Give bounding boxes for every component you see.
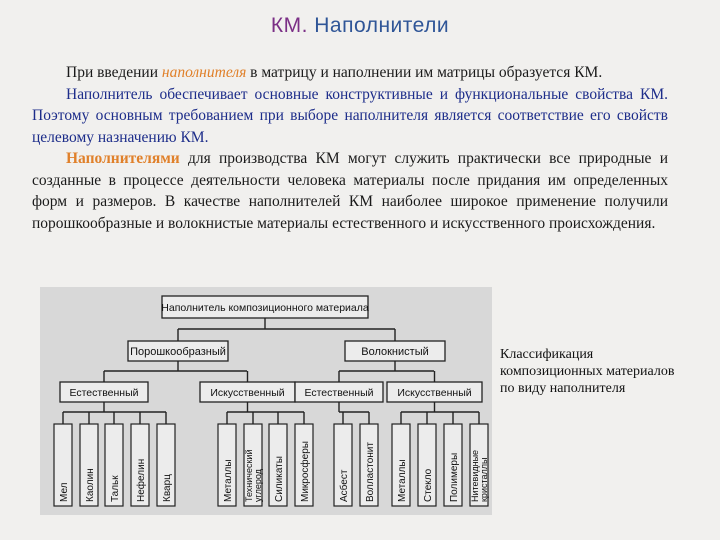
p3-highlight: Наполнителями [66, 150, 180, 167]
classification-diagram [40, 287, 492, 515]
p1-text-end: в матрицу и наполнении им матрицы образуется КМ. [246, 64, 603, 81]
body-text [32, 62, 668, 234]
group-node-label: Волокнистый [361, 346, 429, 358]
subgroup-node-label: Естественный [304, 387, 374, 399]
title-main: Наполнители [314, 14, 450, 37]
leaf-label: Металлы [397, 459, 408, 502]
subgroup-node-label: Искусственный [397, 387, 472, 399]
leaf-label: кристаллы [479, 457, 489, 502]
p3-text: для производства КМ могут служить практически все природные и созданные в процессе деятельности человека материалы после придания им определенных форм и размеров. В качестве наполнителей КМ наиболее широкое применение получили порошкообразные и волокнистые материалы естественного и искусственного происхождения. [32, 150, 668, 232]
subgroup-node-label: Естественный [69, 387, 139, 399]
leaf-label: Металлы [223, 459, 234, 502]
leaf-label: Кварц [162, 474, 173, 502]
leaf-label: Нитевидные [470, 449, 480, 502]
leaf-label: Асбест [339, 469, 350, 502]
leaf-label: Силикаты [274, 456, 285, 502]
p1-text-start: При введении [66, 64, 162, 81]
paragraph-1 [32, 62, 668, 84]
leaf-label: Нефелин [136, 458, 147, 502]
diagram-svg [40, 287, 492, 515]
leaf-label: Тальк [110, 475, 121, 502]
root-node-label: Наполнитель композиционного материала [161, 302, 369, 314]
figure-caption: Классификация композиционных материалов по виду наполнителя [500, 347, 675, 396]
leaf-label: Стекло [423, 468, 434, 502]
p1-highlight: наполнителя [161, 64, 247, 81]
slide-title [0, 14, 720, 38]
paragraph-2: Наполнитель обеспечивает основные конструктивные и функциональные свойства КМ. Поэтому основным требованием при выборе наполнителя является соответствие его свойств целевому назначению КМ. [32, 85, 668, 146]
leaf-label: Технический [244, 449, 254, 502]
leaf-label: Мел [59, 482, 70, 502]
leaf-label: углерод [253, 469, 263, 502]
group-node-label: Порошкообразный [130, 346, 226, 358]
leaf-label: Каолин [85, 468, 96, 502]
leaf-label: Микросферы [300, 441, 311, 502]
leaf-label: Полимеры [449, 452, 460, 502]
leaf-label: Волластонит [365, 442, 376, 502]
title-abbrev: КМ. [270, 14, 308, 37]
paragraph-3 [32, 148, 668, 234]
subgroup-node-label: Искусственный [210, 387, 285, 399]
